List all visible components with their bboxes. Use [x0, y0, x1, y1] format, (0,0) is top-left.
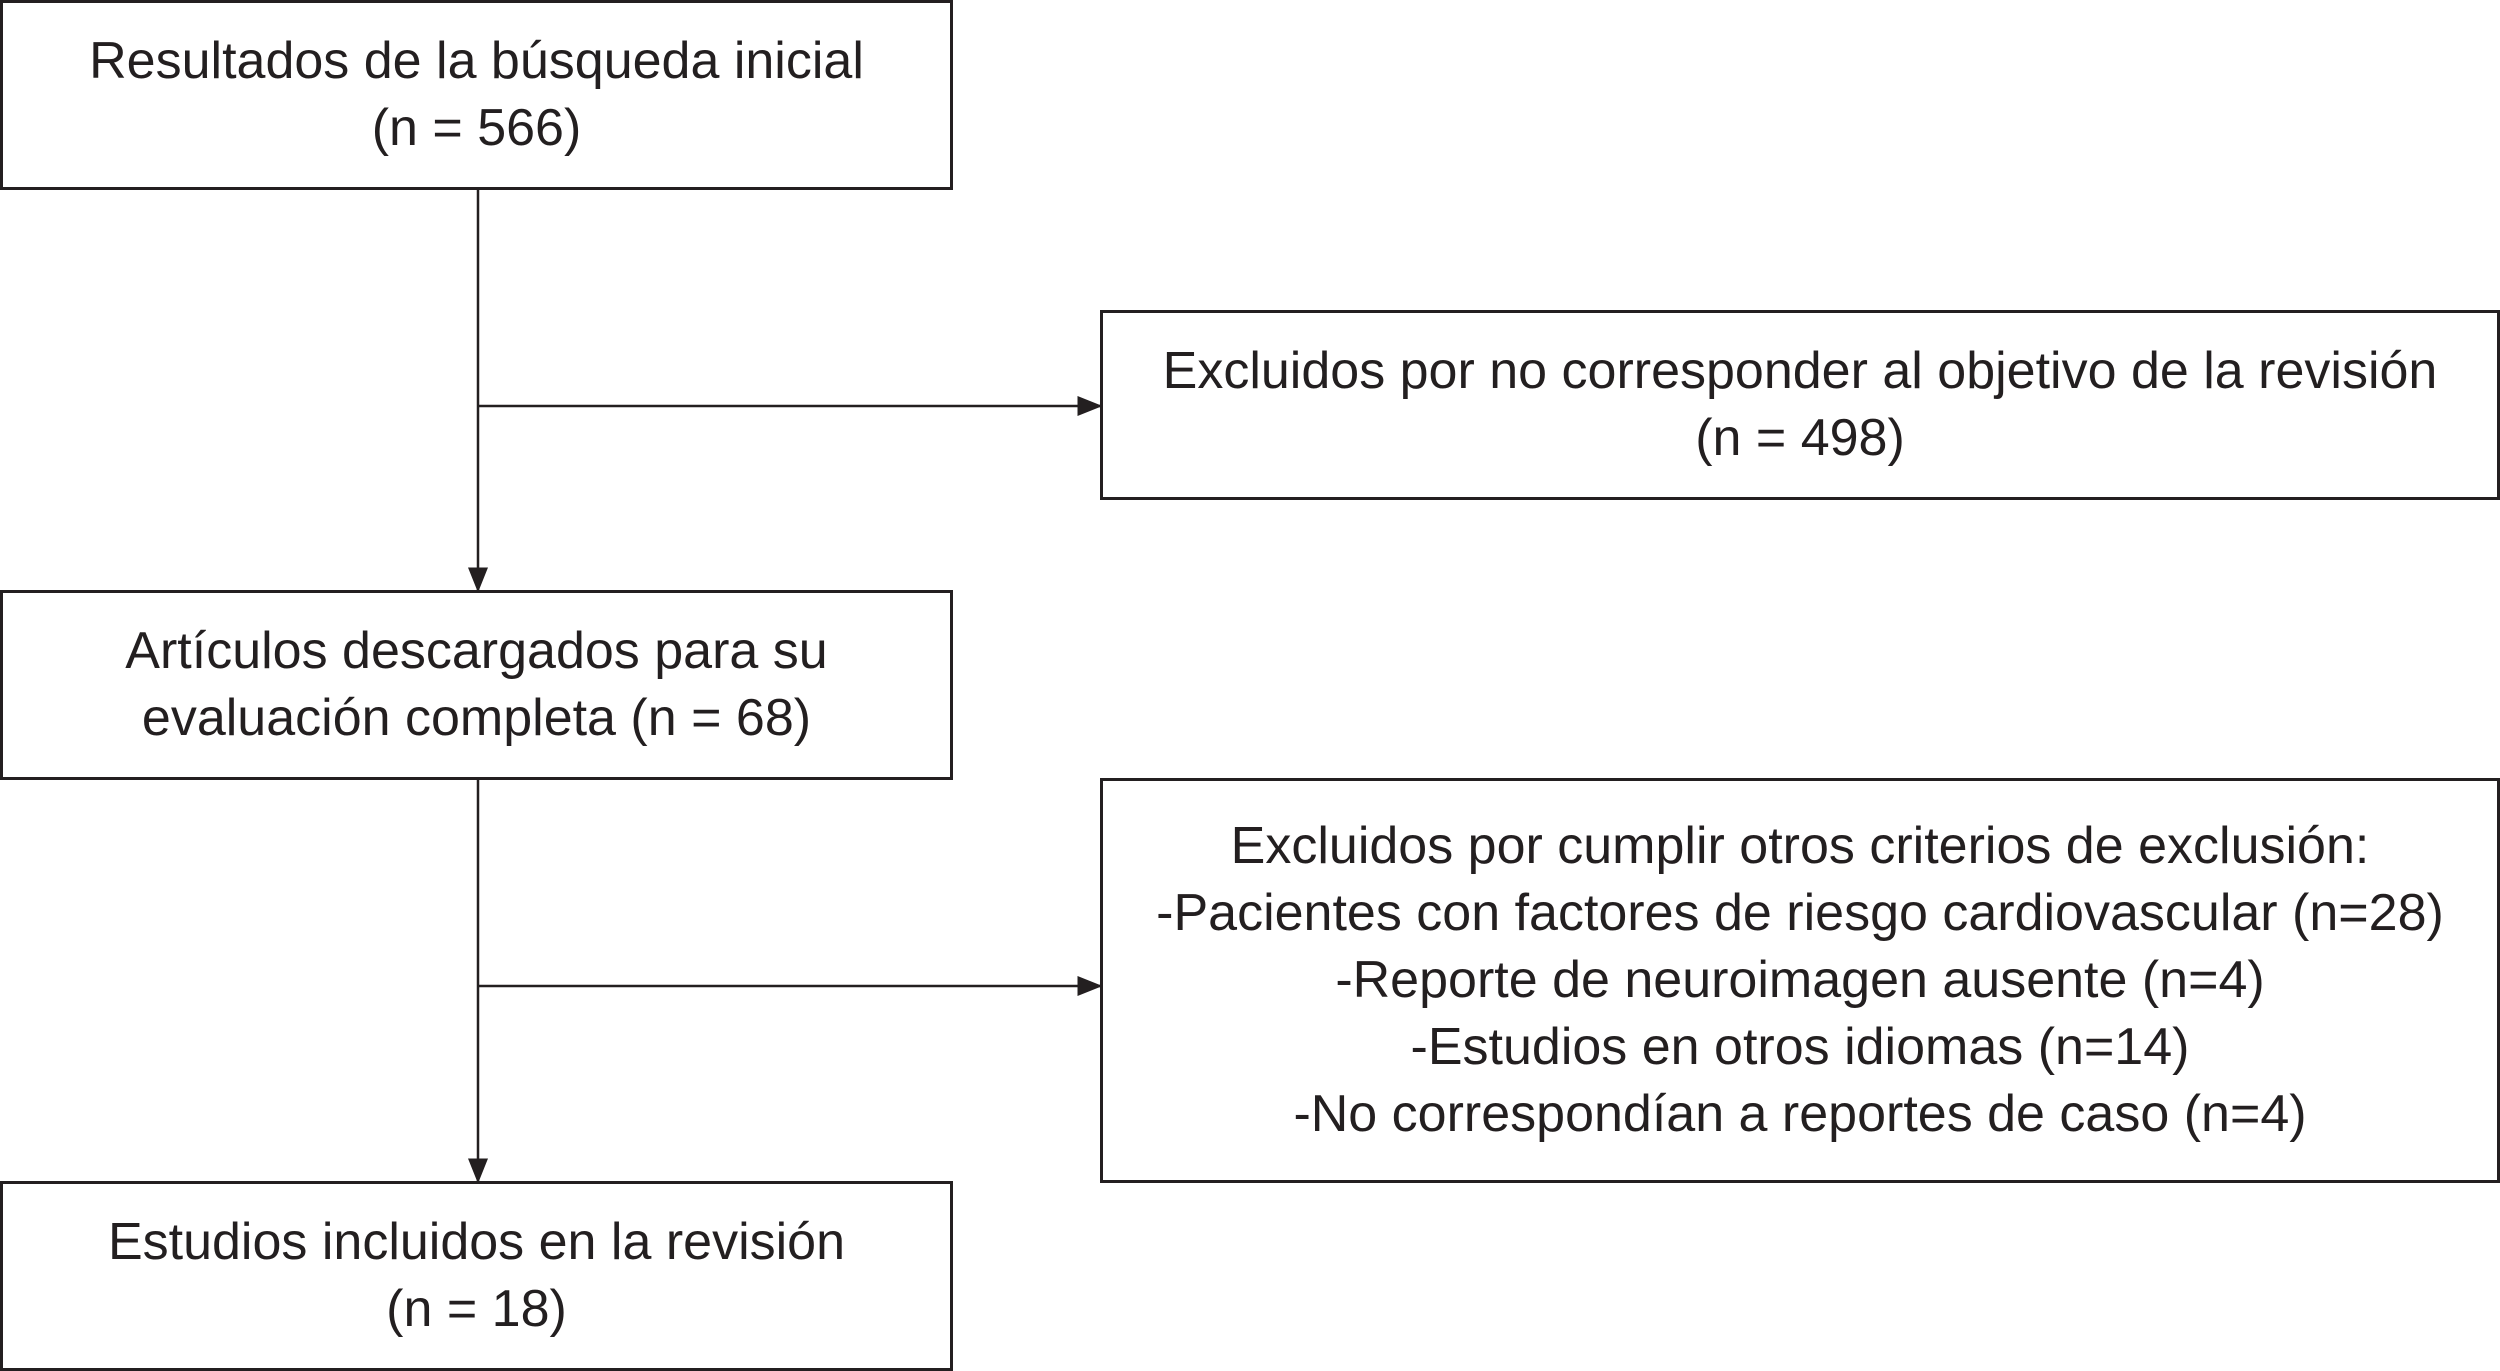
excluded-objective-title: Excluidos por no corresponder al objetivo de la revisión	[1162, 342, 2438, 400]
excluded-other-item: -Pacientes con factores de riesgo cardiovascular (n=28)	[1156, 884, 2444, 942]
included-studies-title: Estudios incluidos en la revisión	[107, 1213, 846, 1271]
excluded-objective-box	[1100, 310, 2500, 500]
excluded-other-item: -Reporte de neuroimagen ausente (n=4)	[1335, 951, 2265, 1009]
included-studies-count: (n = 18)	[386, 1280, 567, 1338]
initial-search-title: Resultados de la búsqueda inicial	[89, 32, 864, 90]
initial-search-count: (n = 566)	[371, 99, 582, 157]
full-evaluation-line-2: evaluación completa (n = 68)	[141, 689, 812, 747]
initial-search-box	[0, 0, 953, 190]
included-studies-box	[0, 1181, 953, 1371]
excluded-other-item: -Estudios en otros idiomas (n=14)	[1410, 1018, 2190, 1076]
full-evaluation-line-1: Artículos descargados para su	[125, 622, 828, 680]
excluded-other-title: Excluidos por cumplir otros criterios de exclusión:	[1230, 817, 2370, 875]
excluded-other-item: -No correspondían a reportes de caso (n=4)	[1293, 1085, 2307, 1143]
full-evaluation-box	[0, 590, 953, 780]
excluded-other-box	[1100, 778, 2500, 1183]
excluded-objective-count: (n = 498)	[1695, 409, 1905, 467]
